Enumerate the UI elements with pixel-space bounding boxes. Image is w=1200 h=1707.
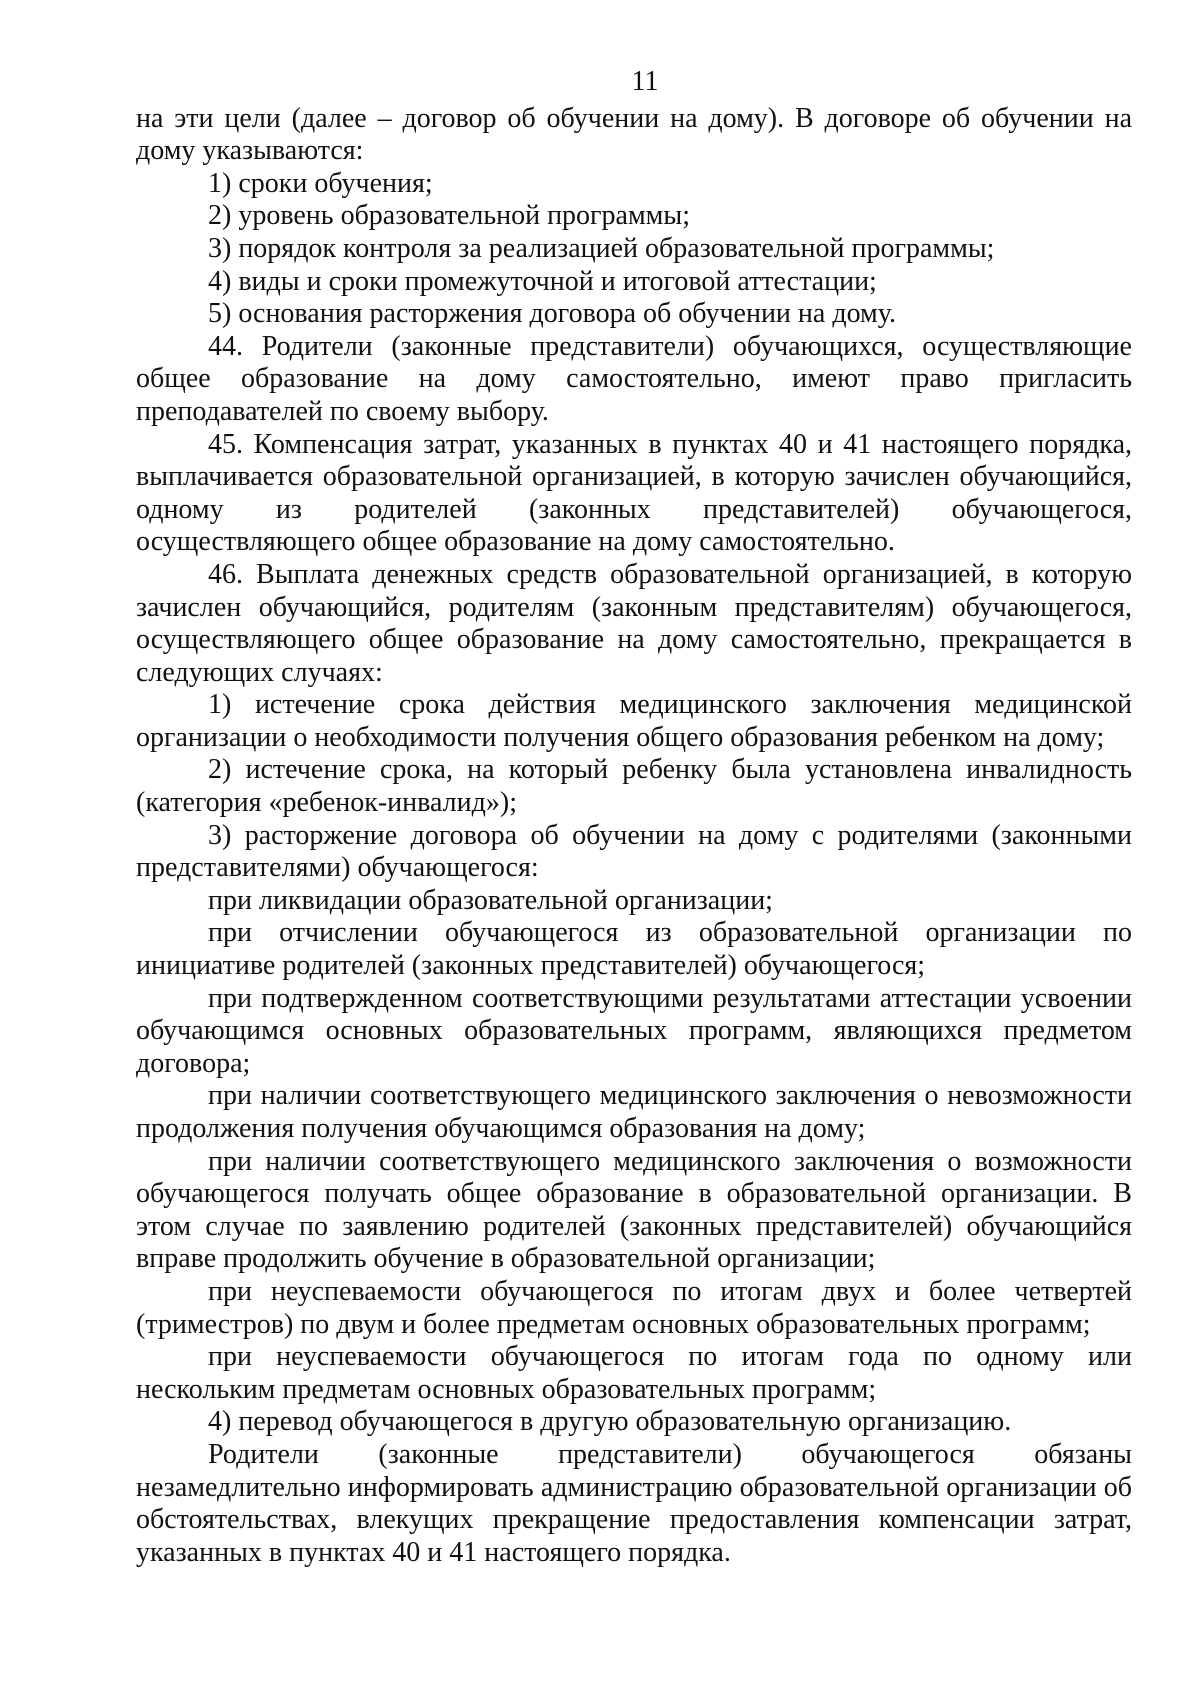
paragraph-45: 45. Компенсация затрат, указанных в пунктах 40 и 41 настоящего порядка, выплачивается образовательной организацией, в которую зачислен обучающийся, одному из родителей (законных представителей) обучающегося, осуществляющего общее образование на дому самостоятельно.: [136, 428, 1132, 558]
subcase-underperformance-terms: при неуспеваемости обучающегося по итогам двух и более четвертей (триместров) по двум и более предметам основных образовательных программ;: [136, 1275, 1132, 1340]
list-item-control-procedure: 3) порядок контроля за реализацией образовательной программы;: [208, 232, 995, 264]
subcase-program-mastered: при подтвержденном соответствующими результатами аттестации усвоении обучающимся основных образовательных программ, являющихся предметом договора;: [136, 982, 1132, 1079]
paragraph-parents-obligation: Родители (законные представители) обучающегося обязаны незамедлительно информировать администрацию образовательной организации об обстоятельствах, влекущих прекращение предоставления компенсации затрат, указанных в пунктах 40 и 41 настоящего порядка.: [136, 1438, 1132, 1568]
subcase-underperformance-year: при неуспеваемости обучающегося по итогам года по одному или нескольким предметам основных образовательных программ;: [136, 1341, 1132, 1405]
list-item-termination-grounds: 5) основания расторжения договора об обучении на дому.: [208, 298, 896, 330]
list-item-attestation: 4) виды и сроки промежуточной и итоговой аттестации;: [208, 265, 877, 297]
page-number: 11: [631, 66, 659, 97]
subcase-medical-impossibility: при наличии соответствующего медицинского заключения о невозможности продолжения получения обучающимся образования на дому;: [136, 1080, 1132, 1144]
subcase-expulsion: при отчислении обучающегося из образовательной организации по инициативе родителей (законных представителей) обучающегося;: [136, 917, 1132, 982]
case-3-contract-termination: 3) расторжение договора об обучении на дому с родителями (законными представителями) обучающегося:: [136, 819, 1132, 884]
case-4-transfer: 4) перевод обучающегося в другую образовательную организацию.: [208, 1406, 1012, 1438]
document-page: [136, 66, 1132, 1569]
case-2-disability-expiry: 2) истечение срока, на который ребенку была установлена инвалидность (категория «ребенок-инвалид»);: [136, 754, 1132, 819]
paragraph-46: 46. Выплата денежных средств образовательной организацией, в которую зачислен обучающийся, родителям (законным представителям) обучающегося, осуществляющего общее образование на дому самостоятельно, прекращается в следующих случаях:: [136, 558, 1132, 688]
subcase-medical-possibility: при наличии соответствующего медицинского заключения о возможности обучающегося получать общее образование в образовательной организации. В этом случае по заявлению родителей (законных представителей) обучающийся вправе продолжить обучение в образовательной организации;: [136, 1145, 1132, 1275]
paragraph-44: 44. Родители (законные представители) обучающихся, осуществляющие общее образование на дому самостоятельно, имеют право пригласить преподавателей по своему выбору.: [136, 330, 1132, 427]
list-item-study-terms: 1) сроки обучения;: [208, 167, 433, 199]
list-item-program-level: 2) уровень образовательной программы;: [208, 200, 690, 232]
subcase-liquidation: при ликвидации образовательной организации;: [208, 884, 773, 916]
case-1-medical-conclusion-expiry: 1) истечение срока действия медицинского заключения медицинской организации о необходимости получения общего образования ребенком на дому;: [136, 689, 1132, 753]
paragraph-contract-continuation: на эти цели (далее – договор об обучении на дому). В договоре об обучении на дому указываются:: [136, 102, 1132, 167]
